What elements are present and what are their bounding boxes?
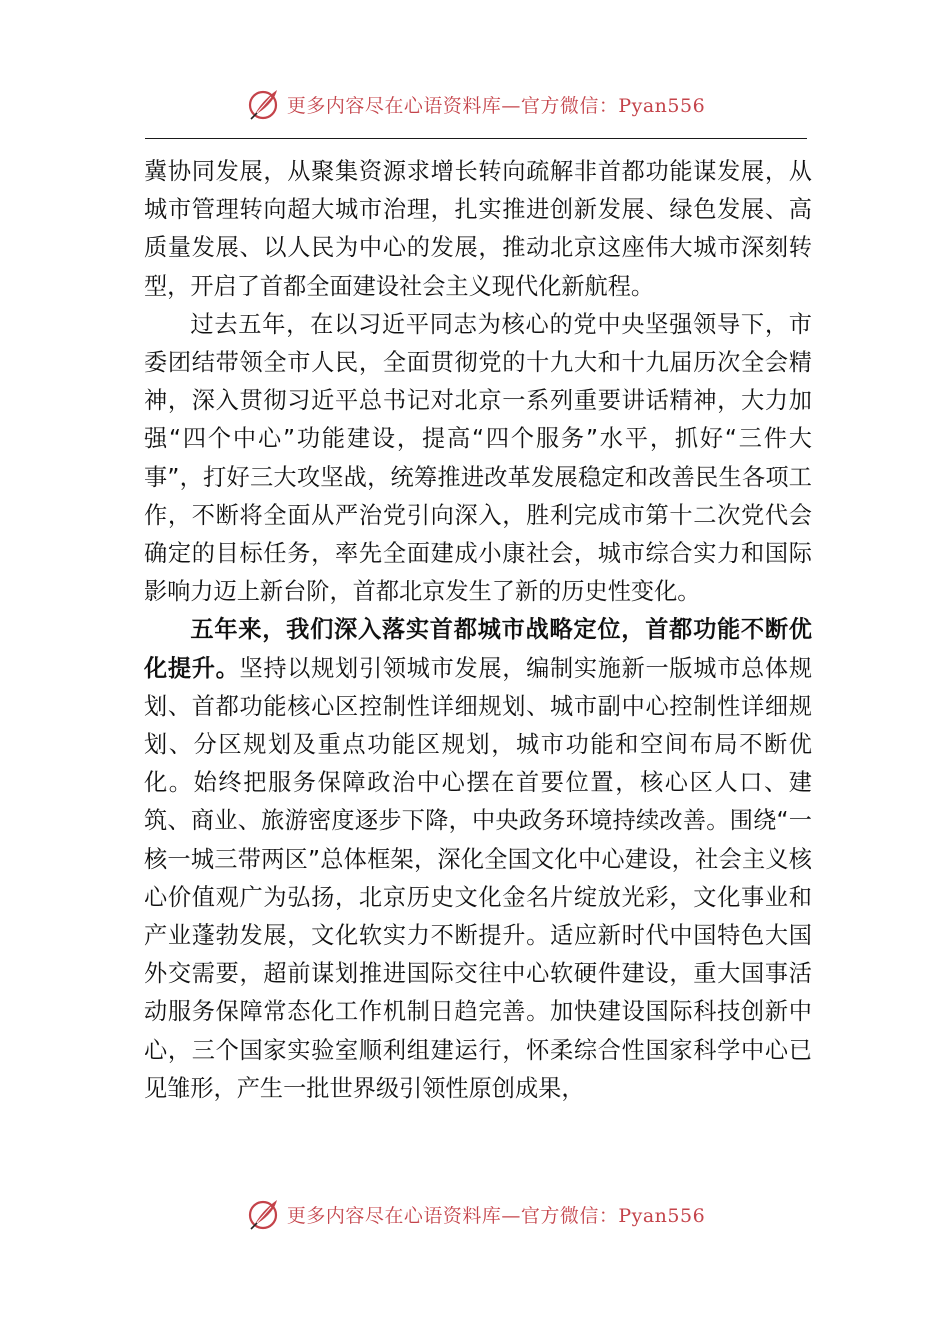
document-body	[144, 153, 812, 1108]
footer-banner	[0, 1194, 950, 1234]
paragraph-3-lead: 五年来，我们深入落实首都城市战略定位，首都功能不断优化提升。	[144, 616, 812, 682]
footer-banner-text: 更多内容尽在心语资料库—官方微信：Pyan556	[286, 1204, 706, 1227]
paragraph-3-body: 坚持以规划引领城市发展，编制实施新一版城市总体规划、首都功能核心区控制性详细规划、城市副中心控制性详细规划、分区规划及重点功能区规划，城市功能和空间布局不断优化。始终把服务保障政治中心摆在首要位置，核心区人口、建筑、商业、旅游密度逐步下降，中央政务环境持续改善。围绕“一核一城三带两区”总体框架，深化全国文化中心建设，社会主义核心价值观广为弘扬，北京历史文化金名片绽放光彩，文化事业和产业蓬勃发展，文化软实力不断提升。适应新时代中国特色大国外交需要，超前谋划推进国际交往中心软硬件建设，重大国事活动服务保障常态化工作机制日趋完善。加快建设国际科技创新中心，三个国家实验室顺利组建运行，怀柔综合性国家科学中心已见雏形，产生一批世界级引领性原创成果，	[144, 654, 813, 1102]
header-banner-text: 更多内容尽在心语资料库—官方微信：Pyan556	[286, 94, 706, 117]
paragraph-3	[144, 611, 812, 1108]
header-divider	[145, 138, 807, 139]
paragraph-2: 过去五年，在以习近平同志为核心的党中央坚强领导下，市委团结带领全市人民，全面贯彻党的十九大和十九届历次全会精神，深入贯彻习近平总书记对北京一系列重要讲话精神，大力加强“四个中心”功能建设，提高“四个服务”水平，抓好“三件大事”，打好三大攻坚战，统筹推进改革发展稳定和改善民生各项工作，不断将全面从严治党引向深入，胜利完成市第十二次党代会确定的目标任务，率先全面建成小康社会，城市综合实力和国际影响力迈上新台阶，首都北京发生了新的历史性变化。	[144, 310, 812, 606]
feather-quill-logo-icon	[245, 1196, 281, 1232]
feather-quill-logo-icon	[245, 86, 281, 122]
header-banner	[0, 84, 950, 124]
paragraph-1: 冀协同发展，从聚集资源求增长转向疏解非首都功能谋发展，从城市管理转向超大城市治理，扎实推进创新发展、绿色发展、高质量发展、以人民为中心的发展，推动北京这座伟大城市深刻转型，开启了首都全面建设社会主义现代化新航程。	[144, 158, 812, 300]
